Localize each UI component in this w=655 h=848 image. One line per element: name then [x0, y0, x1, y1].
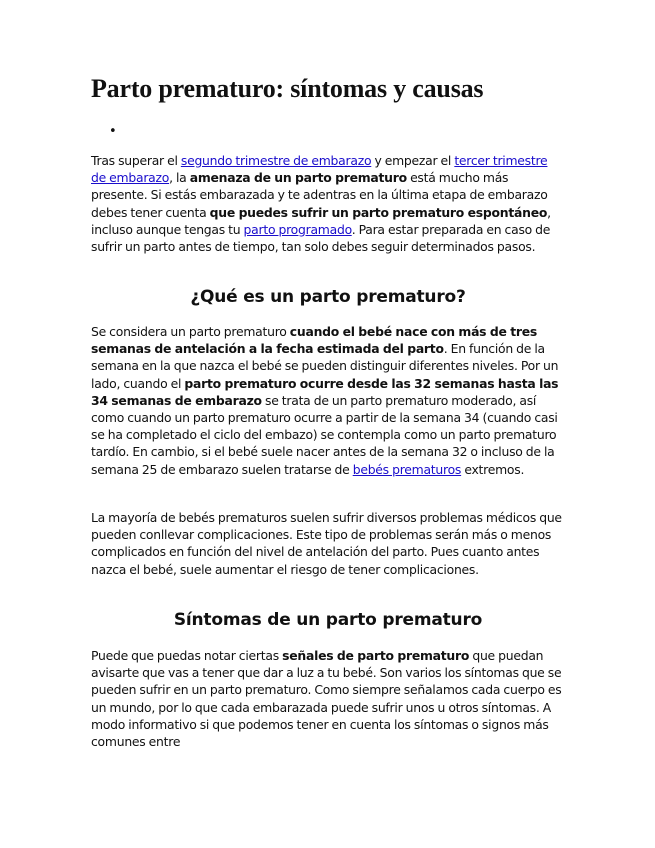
link-tercer-trimestre[interactable]: tercer trimestre de embarazo	[91, 153, 548, 186]
para-bold: cuando el bebé nace con más de tres semanas de antelación a la fecha estimada del parto	[91, 324, 538, 357]
link-parto-programado[interactable]: parto programado	[243, 221, 352, 237]
para-text: Se considera un parto prematuro	[91, 324, 290, 339]
intro-text: está mucho más presente. Si estás embarazada y te adentras en la última etapa de embarazo debes tener cuenta	[91, 170, 548, 220]
intro-text: . Para estar preparada en caso de sufrir un parto antes de tiempo, tan solo debes seguir determinados pasos.	[91, 221, 551, 255]
para-text: que puedan avisarte que vas a tener que dar a luz a tu bebé. Son varios los síntomas que se pueden sufrir en un parto prematuro. Como siempre señalamos cada cuerpo es un mundo, por lo que cada embarazada puede sufrir unos u otros síntomas. A modo informativo si que podemos tener en cuenta los síntomas o signos más comunes entre	[91, 648, 562, 750]
section1-paragraph-2: La mayoría de bebés prematuros suelen sufrir diversos problemas médicos que pueden conllevar complicaciones. Este tipo de problemas serán más o menos complicados en función del nivel de antelación del parto. Pues cuanto antes nazca el bebé, suele aumentar el riesgo de tener complicaciones.	[91, 510, 562, 577]
intro-text: , la	[169, 170, 190, 186]
page-title: Parto prematuro: síntomas y causas	[91, 74, 484, 103]
section-heading-que-es: ¿Qué es un parto prematuro?	[190, 287, 466, 307]
intro-bold: amenaza de un parto prematuro	[189, 170, 407, 186]
section2-paragraph-1	[91, 647, 565, 750]
para-bold: parto prematuro ocurre desde las 32 semanas hasta las 34 semanas de embarazo	[91, 375, 559, 408]
para-text: . En función de la semana en la que nazca el bebé se pueden distinguir diferentes niveles. Por un lado, cuando el	[91, 341, 559, 391]
section-heading-sintomas: Síntomas de un parto prematuro	[173, 610, 483, 630]
empty-bullet: •	[109, 124, 117, 139]
intro-text: y empezar el	[371, 153, 455, 168]
link-bebes-prematuros[interactable]: bebés prematuros	[352, 461, 462, 477]
para-text: Puede que puedas notar ciertas	[91, 648, 283, 663]
para-bold: señales de parto prematuro	[282, 648, 470, 663]
intro-paragraph	[91, 152, 565, 255]
link-segundo-trimestre[interactable]: segundo trimestre de embarazo	[180, 153, 372, 168]
para-text: extremos.	[461, 461, 525, 477]
para-text: se trata de un parto prematuro moderado, así como cuando un parto prematuro ocurre a partir de la semana 34 (cuando casi se ha completado el ciclo del embazo) se contempla como un parto prematuro tardío. En cambio, si el bebé suele nacer antes de la semana 32 o incluso de la semana 25 de embarazo suelen tratarse de	[91, 392, 558, 477]
intro-text: Tras superar el	[91, 153, 181, 168]
intro-text: , incluso aunque tengas tu	[91, 204, 551, 237]
section1-paragraph-1	[91, 323, 565, 478]
intro-bold: que puedes sufrir un parto prematuro espontáneo	[209, 204, 548, 220]
